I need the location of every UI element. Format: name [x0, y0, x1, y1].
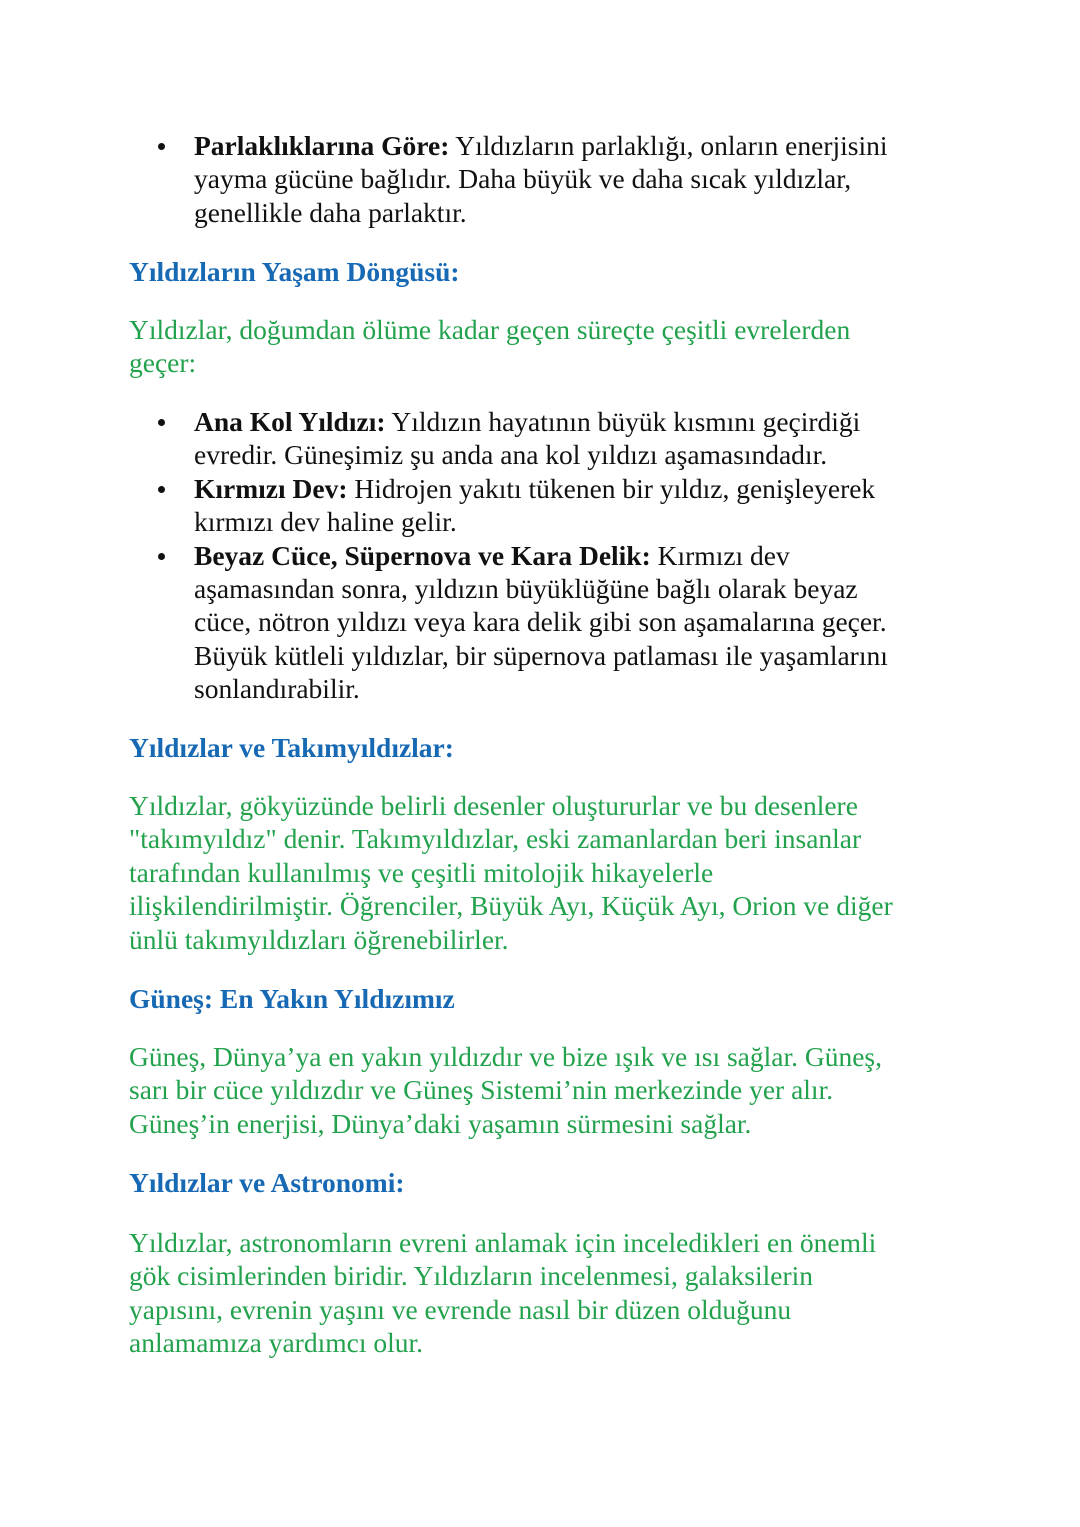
- paragraph-line: Yıldızlar, gökyüzünde belirli desenler oluştururlar ve bu desenlere: [129, 790, 858, 821]
- section-heading: Yıldızların Yaşam Döngüsü:: [129, 256, 460, 287]
- paragraph-line: anlamamıza yardımcı olur.: [129, 1327, 423, 1359]
- bullet-text: Yıldızın hayatının büyük kısmını geçirdiği: [385, 406, 861, 437]
- section-heading: Yıldızlar ve Takımyıldızlar:: [129, 732, 454, 763]
- paragraph-line: tarafından kullanılmış ve çeşitli mitolojik hikayelerle: [129, 856, 714, 888]
- bullet-text: Büyük kütleli yıldızlar, bir süpernova patlaması ile yaşamlarını: [194, 639, 888, 671]
- bullet-icon: [158, 143, 165, 150]
- bullet-text: Yıldızların parlaklığı, onların enerjisini: [449, 130, 888, 161]
- bullet-text: cüce, nötron yıldızı veya kara delik gibi son aşamalarına geçer.: [194, 606, 887, 638]
- paragraph-line: yapısını, evrenin yaşını ve evrende nasıl bir düzen olduğunu: [129, 1293, 792, 1325]
- list-item: [194, 472, 1044, 539]
- list-item: [194, 539, 1044, 706]
- bullet-text: Kırmızı dev: [650, 539, 790, 571]
- bullet-list-brightness: [194, 129, 1044, 229]
- bullet-term: Parlaklıklarına Göre:: [194, 130, 450, 161]
- bullet-term: Ana Kol Yıldızı:: [194, 406, 386, 437]
- paragraph-line: gök cisimlerinden biridir. Yıldızların incelenmesi, galaksilerin: [129, 1260, 814, 1292]
- section-heading: Yıldızlar ve Astronomi:: [129, 1167, 405, 1198]
- paragraph-line: Güneş, Dünya’ya en yakın yıldızdır ve bize ışık ve ısı sağlar. Güneş,: [129, 1041, 883, 1072]
- bullet-text: evredir. Güneşimiz şu anda ana kol yıldızı aşamasındadır.: [194, 439, 828, 471]
- bullet-text: yayma gücüne bağlıdır. Daha büyük ve daha sıcak yıldızlar,: [194, 163, 852, 195]
- paragraph-line: sarı bir cüce yıldızdır ve Güneş Sistemi’nin merkezinde yer alır.: [129, 1074, 834, 1106]
- section-paragraph: [129, 789, 1029, 956]
- section-paragraph: [129, 1226, 1029, 1360]
- paragraph-line: Yıldızlar, doğumdan ölüme kadar geçen süreçte çeşitli evrelerden: [129, 314, 851, 345]
- bullet-icon: [158, 419, 165, 426]
- list-item: [194, 129, 1044, 229]
- bullet-text: kırmızı dev haline gelir.: [194, 506, 457, 538]
- section-paragraph: [129, 313, 1029, 380]
- section-heading: Güneş: En Yakın Yıldızımız: [129, 983, 455, 1014]
- paragraph-line: Güneş’in enerjisi, Dünya’daki yaşamın sürmesini sağlar.: [129, 1107, 752, 1139]
- bullet-icon: [158, 553, 165, 560]
- bullet-term: Kırmızı Dev:: [194, 472, 348, 504]
- paragraph-line: "takımyıldız" denir. Takımyıldızlar, eski zamanlardan beri insanlar: [129, 823, 862, 855]
- paragraph-line: Yıldızlar, astronomların evreni anlamak için inceledikleri en önemli: [129, 1227, 877, 1258]
- list-item: [194, 405, 1044, 472]
- paragraph-line: ünlü takımyıldızları öğrenebilirler.: [129, 923, 509, 955]
- paragraph-line: ilişkilendirilmiştir. Öğrenciler, Büyük Ayı, Küçük Ayı, Orion ve diğer: [129, 890, 893, 922]
- bullet-text: genellikle daha parlaktır.: [194, 196, 467, 228]
- bullet-term: Beyaz Cüce, Süpernova ve Kara Delik:: [194, 539, 651, 571]
- bullet-icon: [158, 486, 165, 493]
- bullet-text: aşamasından sonra, yıldızın büyüklüğüne bağlı olarak beyaz: [194, 573, 858, 605]
- bullet-text: Hidrojen yakıtı tükenen bir yıldız, genişleyerek: [347, 472, 876, 504]
- section-paragraph: [129, 1040, 1029, 1140]
- paragraph-line: geçer:: [129, 347, 197, 379]
- bullet-text: sonlandırabilir.: [194, 673, 360, 705]
- bullet-list-life-cycle: [194, 405, 1044, 706]
